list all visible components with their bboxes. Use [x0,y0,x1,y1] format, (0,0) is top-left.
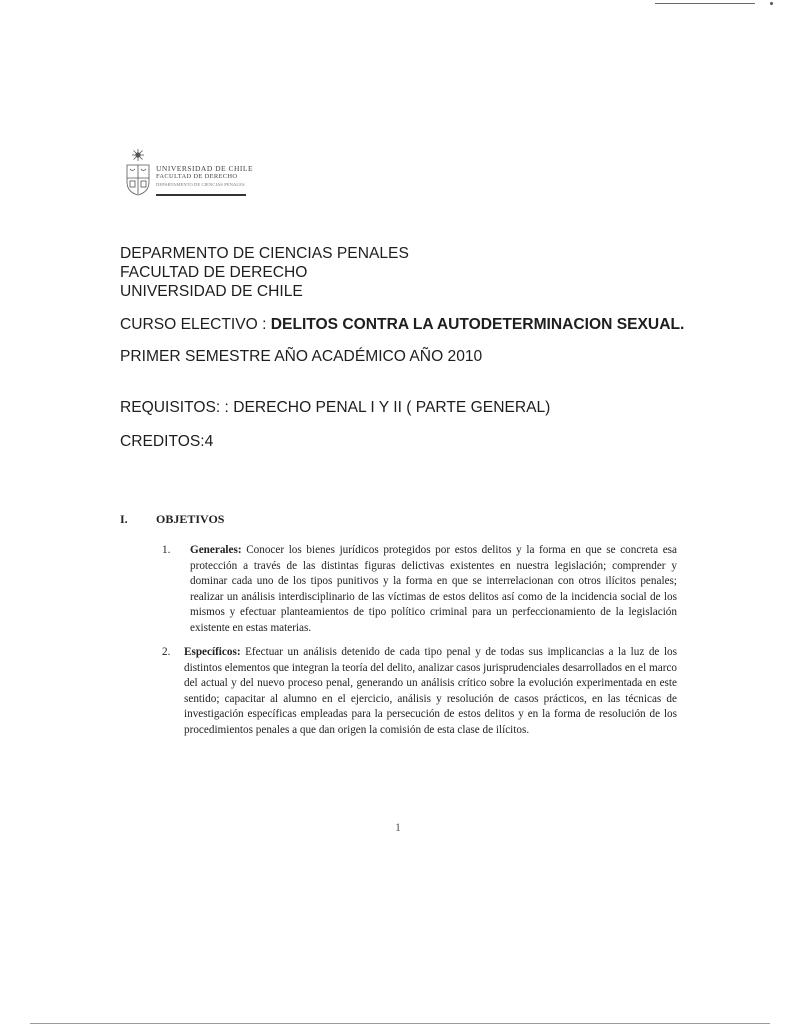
section-title: OBJETIVOS [156,512,225,526]
logo-university-name: UNIVERSIDAD DE CHILE [156,164,254,173]
objective-number: 2. [162,646,171,658]
requisitos-line: REQUISITOS: : DERECHO PENAL I Y II ( PARTE GENERAL) [120,399,551,416]
course-label: CURSO ELECTIVO : [120,316,271,333]
scan-artifact [30,1023,770,1024]
faculty-line: FACULTAD DE DERECHO [120,264,308,281]
department-line: DEPARMENTO DE CIENCIAS PENALES [120,245,409,262]
objective-text: Conocer los bienes jurídicos protegidos por estos delitos y la forma en que se concreta esa protección a través de las distintas figuras delictivas existentes en nuestra legislación; comprender y dominar cada uno de los tipos punitivos y la forma en que se interrelacionan con otros ilícitos penales; realizar un análisis interdisciplinario de las víctimas de estos delitos así como de la incidencia social de los mismos y efectuar planteamientos de tipo político criminal para un perfeccionamiento de la legislación existente en estas materias. [190,544,677,634]
logo-faculty-name: FACULTAD DE DERECHO [156,173,238,180]
scan-artifact [770,2,773,5]
objective-lead: Específicos: [184,646,241,658]
page-number: 1 [395,820,401,834]
logo-text [156,165,253,189]
objective-item-specific [162,645,677,739]
semester-line: PRIMER SEMESTRE AÑO ACADÉMICO AÑO 2010 [120,348,483,365]
objective-item-general [162,543,677,637]
course-name: DELITOS CONTRA LA AUTODETERMINACION SEXUAL. [270,316,685,333]
logo-department-name: DEPARTAMENTO DE CIENCIAS PENALES [156,182,245,187]
creditos-line: CREDITOS:4 [120,433,214,450]
section-number: I. [120,512,128,526]
university-seal-icon [124,148,154,196]
university-line: UNIVERSIDAD DE CHILE [120,283,303,300]
university-logo [124,148,254,200]
objective-text: Efectuar un análisis detenido de cada tipo penal y de todas sus implicancias a la luz de los distintos elementos que integran la teoría del delito, analizar casos jurisprudenciales desarrollados en el marco del actual y del nuevo proceso penal, generando un análisis crítico sobre la evolución experimentada en este sentido; capacitar al alumno en el ejercicio, análisis y resolución de casos prácticos, en las técnicas de investigación específicas empleadas para la persecución de estos delitos y en la forma de resolución de los procedimientos penales a que dan origen la comisión de esta clase de ilícitos. [184,646,678,736]
objective-number: 1. [162,544,171,556]
department-block [120,244,409,301]
logo-underline [156,194,246,196]
objective-body [162,645,677,739]
scan-artifact [655,3,755,4]
objective-body [162,543,677,637]
course-title [120,316,684,334]
objective-lead: Generales: [190,544,242,556]
